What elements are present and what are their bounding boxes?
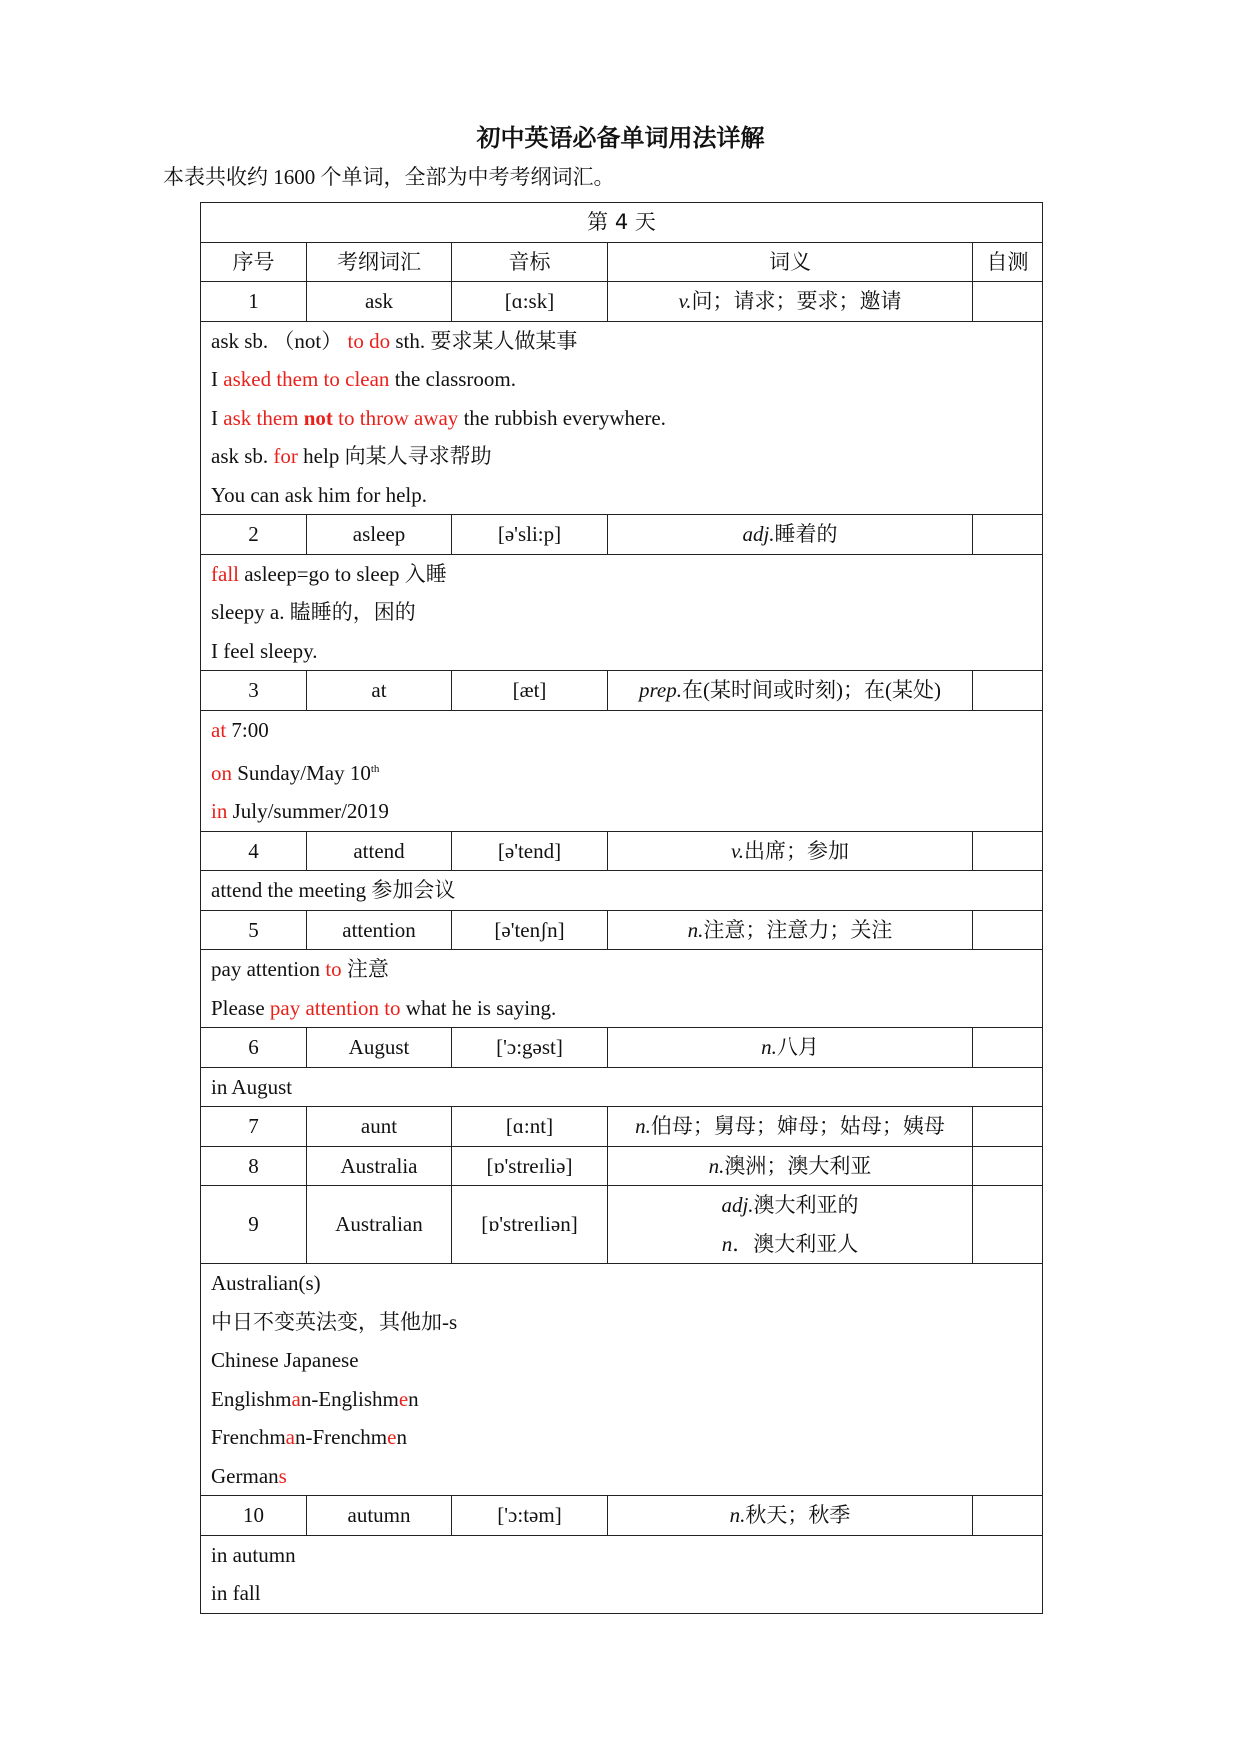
- word-cell: Australian: [307, 1186, 452, 1264]
- word-number: 7: [201, 1107, 307, 1147]
- word-number: 5: [201, 910, 307, 950]
- highlighted-text: not: [303, 405, 333, 430]
- word-row: [201, 831, 1043, 871]
- usage-note-line: [211, 1574, 1032, 1613]
- highlighted-text: to do: [347, 328, 391, 353]
- usage-note-line: [211, 476, 1032, 515]
- phonetic-cell: [ə'tenʃn]: [452, 910, 608, 950]
- usage-notes: [201, 1535, 1043, 1613]
- note-text: Chinese Japanese: [211, 1348, 359, 1372]
- meaning-text: 秋天；秋季: [745, 1503, 851, 1527]
- usage-notes: [201, 1067, 1043, 1107]
- note-text: the rubbish everywhere.: [458, 405, 666, 430]
- header-self-test: 自测: [973, 242, 1043, 282]
- note-text: n: [396, 1425, 407, 1449]
- usage-note-line: [211, 437, 1032, 476]
- highlighted-text: ask them: [223, 405, 304, 430]
- word-cell: at: [307, 671, 452, 711]
- meaning-cell: [608, 671, 973, 711]
- usage-note-line: [211, 1303, 1032, 1342]
- usage-note-line: [211, 593, 1032, 632]
- page-title: 初中英语必备单词用法详解: [476, 123, 765, 152]
- meaning-line: [618, 282, 962, 321]
- word-row: [201, 910, 1043, 950]
- usage-note-line: [211, 1418, 1032, 1457]
- note-text: 注意: [341, 957, 389, 981]
- meaning-cell: [608, 282, 973, 322]
- note-text: Sunday/May 10: [232, 760, 371, 785]
- phonetic-cell: [ɑ:nt]: [452, 1107, 608, 1147]
- meaning-line: [618, 1107, 962, 1146]
- meaning-text: ): [933, 678, 941, 703]
- meaning-line: [618, 911, 962, 950]
- meaning-text: 八月: [776, 1035, 819, 1059]
- vocabulary-table: [200, 202, 1043, 1614]
- note-text: in autumn: [211, 1542, 296, 1567]
- meaning-text: )；在(: [835, 678, 892, 703]
- note-text: in fall: [211, 1581, 261, 1605]
- highlighted-text: to throw away: [332, 405, 459, 430]
- meaning-line: [618, 1496, 962, 1535]
- word-cell: autumn: [307, 1496, 452, 1536]
- note-text: Australian(s): [211, 1271, 321, 1295]
- self-test-cell[interactable]: [973, 282, 1043, 322]
- meaning-text: 某时间或时刻: [709, 678, 836, 703]
- highlighted-text: s: [278, 1463, 287, 1488]
- self-test-cell[interactable]: [973, 1496, 1043, 1536]
- word-cell: Australia: [307, 1146, 452, 1186]
- usage-note-line: [211, 792, 1032, 831]
- note-text: the classroom.: [389, 367, 516, 391]
- usage-note-line: [211, 322, 1032, 361]
- usage-note-line: [211, 871, 1032, 910]
- highlighted-text: for: [273, 444, 298, 468]
- phonetic-cell: [æt]: [452, 671, 608, 711]
- note-text: Frenchm: [211, 1425, 286, 1449]
- word-row: [201, 1496, 1043, 1536]
- part-of-speech: prep.: [639, 678, 682, 703]
- note-text: I: [211, 405, 224, 430]
- word-row: [201, 1186, 1043, 1264]
- word-number: 1: [201, 282, 307, 322]
- phonetic-cell: [ɒ'streɪliən]: [452, 1186, 608, 1264]
- meaning-cell: [608, 515, 973, 555]
- usage-note-line: [211, 1380, 1032, 1419]
- usage-note-line: [211, 1457, 1032, 1496]
- usage-note-line: [211, 989, 1032, 1028]
- word-number: 3: [201, 671, 307, 711]
- usage-note-line: [211, 632, 1032, 671]
- note-text: n-Frenchm: [294, 1425, 388, 1449]
- meaning-text: 在(: [681, 678, 710, 703]
- usage-note-line: [211, 1264, 1032, 1303]
- note-text: July/summer/2019: [227, 799, 389, 823]
- usage-notes: [201, 554, 1043, 671]
- highlighted-text: asked them to clean: [223, 367, 390, 391]
- meaning-line: [618, 1147, 962, 1186]
- word-row: [201, 1028, 1043, 1068]
- meaning-text: 睡着的: [774, 522, 838, 546]
- meaning-line: [618, 832, 962, 871]
- note-text: sth. 要求某人做某事: [390, 328, 578, 353]
- note-text: what he is saying.: [400, 995, 557, 1020]
- word-row: [201, 1146, 1043, 1186]
- usage-note-line: [211, 360, 1032, 399]
- page-subtitle: 本表共收约 1600 个单词，全部为中考考纲词汇。: [163, 165, 615, 189]
- meaning-text: 问；请求；要求；邀请: [691, 289, 902, 313]
- word-row: [201, 282, 1043, 322]
- word-cell: aunt: [307, 1107, 452, 1147]
- day-header-row: [201, 203, 1043, 243]
- highlighted-text: in: [211, 799, 228, 823]
- header-word: 考纲词汇: [307, 242, 452, 282]
- note-text: You can ask him for help.: [211, 482, 428, 507]
- word-cell: ask: [307, 282, 452, 322]
- word-number: 10: [201, 1496, 307, 1536]
- self-test-cell[interactable]: [973, 1107, 1043, 1147]
- usage-note-line: [211, 750, 1032, 793]
- part-of-speech: n: [721, 1231, 733, 1256]
- note-text: 7:00: [226, 718, 269, 742]
- word-number: 8: [201, 1146, 307, 1186]
- note-text: ask sb. （not）: [211, 328, 348, 353]
- note-text: in August: [211, 1074, 293, 1099]
- word-cell: August: [307, 1028, 452, 1068]
- meaning-cell: [608, 1107, 973, 1147]
- usage-notes-row: [201, 321, 1043, 515]
- highlighted-text: e: [387, 1425, 397, 1449]
- phonetic-cell: ['ɔ:gəst]: [452, 1028, 608, 1068]
- word-row: [201, 1107, 1043, 1147]
- usage-notes-row: [201, 871, 1043, 911]
- self-test-cell[interactable]: [973, 910, 1043, 950]
- usage-notes-row: [201, 1264, 1043, 1496]
- self-test-cell[interactable]: [973, 831, 1043, 871]
- note-text: th: [370, 762, 380, 775]
- meaning-text: 出席；参加: [744, 838, 849, 863]
- highlighted-text: fall: [211, 561, 239, 586]
- meaning-cell: [608, 1146, 973, 1186]
- usage-notes: [201, 1264, 1043, 1496]
- part-of-speech: adj.: [721, 1193, 754, 1217]
- note-text: I: [211, 367, 224, 391]
- usage-notes: [201, 950, 1043, 1028]
- part-of-speech: n.: [761, 1035, 777, 1059]
- note-text: attend the meeting 参加会议: [211, 878, 456, 902]
- phonetic-cell: [ɒ'streɪliə]: [452, 1146, 608, 1186]
- note-text: pay attention: [211, 957, 326, 981]
- part-of-speech: v.: [730, 838, 744, 863]
- header-meaning: 词义: [608, 242, 973, 282]
- usage-note-line: [211, 1536, 1032, 1575]
- self-test-cell[interactable]: [973, 671, 1043, 711]
- usage-notes-row: [201, 1535, 1043, 1613]
- highlighted-text: to: [325, 957, 342, 981]
- meaning-text: 注意；注意力；关注: [703, 917, 893, 942]
- meaning-text: 某处: [891, 678, 934, 703]
- word-row: [201, 515, 1043, 555]
- word-cell: asleep: [307, 515, 452, 555]
- usage-notes-row: [201, 950, 1043, 1028]
- day-label: 第 4 天: [201, 203, 1043, 243]
- usage-note-line: [211, 1341, 1032, 1380]
- meaning-cell: [608, 1028, 973, 1068]
- meaning-line: [618, 1028, 962, 1067]
- part-of-speech: adj.: [742, 522, 775, 546]
- self-test-cell[interactable]: [973, 1186, 1043, 1264]
- highlighted-text: at: [211, 718, 227, 742]
- note-text: help 向某人寻求帮助: [297, 444, 492, 468]
- meaning-line: [618, 515, 962, 554]
- note-text: sleepy a. 瞌睡的，困的: [211, 600, 416, 624]
- meaning-cell: [608, 831, 973, 871]
- usage-note-line: [211, 711, 1032, 750]
- usage-notes: [201, 871, 1043, 911]
- highlighted-text: a: [285, 1425, 295, 1449]
- word-number: 4: [201, 831, 307, 871]
- highlighted-text: on: [211, 760, 232, 785]
- part-of-speech: n.: [687, 917, 704, 942]
- word-number: 2: [201, 515, 307, 555]
- usage-note-line: [211, 399, 1032, 438]
- header-phonetic: 音标: [452, 242, 608, 282]
- phonetic-cell: [ə'sli:p]: [452, 515, 608, 555]
- word-number: 9: [201, 1186, 307, 1264]
- usage-notes-row: [201, 711, 1043, 832]
- self-test-cell[interactable]: [973, 515, 1043, 555]
- part-of-speech: v.: [678, 289, 692, 313]
- usage-note-line: [211, 555, 1032, 594]
- header-no: 序号: [201, 242, 307, 282]
- self-test-cell[interactable]: [973, 1146, 1043, 1186]
- meaning-cell: [608, 910, 973, 950]
- note-text: Please: [211, 995, 270, 1020]
- meaning-text: 伯母；舅母；婶母；姑母；姨母: [650, 1114, 945, 1138]
- meaning-text: 澳大利亚的: [753, 1193, 859, 1217]
- self-test-cell[interactable]: [973, 1028, 1043, 1068]
- meaning-text: 澳洲；澳大利亚: [724, 1153, 872, 1178]
- part-of-speech: n.: [708, 1153, 725, 1178]
- meaning-line: [618, 1186, 962, 1225]
- usage-note-line: [211, 1068, 1032, 1107]
- note-text: German: [211, 1463, 279, 1488]
- highlighted-text: a: [291, 1386, 301, 1411]
- word-cell: attend: [307, 831, 452, 871]
- note-text: n-Englishm: [300, 1386, 399, 1411]
- phonetic-cell: [ɑ:sk]: [452, 282, 608, 322]
- highlighted-text: e: [398, 1386, 409, 1411]
- note-text: n: [408, 1386, 419, 1411]
- word-cell: attention: [307, 910, 452, 950]
- meaning-line: [618, 671, 962, 710]
- word-row: [201, 671, 1043, 711]
- part-of-speech: n.: [635, 1114, 651, 1138]
- usage-notes: [201, 711, 1043, 832]
- column-header-row: [201, 242, 1043, 282]
- word-number: 6: [201, 1028, 307, 1068]
- usage-note-line: [211, 950, 1032, 989]
- phonetic-cell: ['ɔ:təm]: [452, 1496, 608, 1536]
- note-text: 中日不变英法变，其他加-s: [211, 1309, 458, 1334]
- note-text: asleep=go to sleep 入睡: [238, 561, 447, 586]
- note-text: Englishm: [211, 1386, 292, 1411]
- phonetic-cell: [ə'tend]: [452, 831, 608, 871]
- part-of-speech: n.: [729, 1503, 746, 1527]
- meaning-cell: [608, 1186, 973, 1264]
- usage-notes-row: [201, 554, 1043, 671]
- note-text: ask sb.: [211, 444, 274, 468]
- usage-notes-row: [201, 1067, 1043, 1107]
- meaning-line: [618, 1225, 962, 1264]
- highlighted-text: pay attention to: [269, 995, 401, 1020]
- usage-notes: [201, 321, 1043, 515]
- meaning-cell: [608, 1496, 973, 1536]
- note-text: I feel sleepy.: [211, 638, 318, 663]
- meaning-text: ．澳大利亚人: [732, 1231, 859, 1256]
